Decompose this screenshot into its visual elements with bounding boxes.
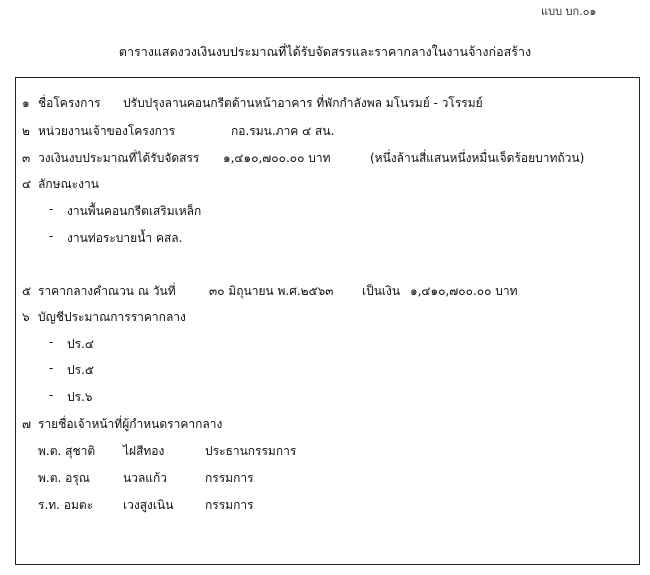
- item-1-number: ๑: [22, 96, 30, 110]
- item-3-number: ๓: [22, 151, 31, 165]
- median-price-amount: ๑,๔๑๐,๗๐๐.๐๐ บาท: [410, 284, 518, 298]
- median-price-amount-label: เป็นเงิน: [362, 284, 401, 298]
- budget-value: ๑,๔๑๐,๗๐๐.๐๐ บาท: [223, 151, 331, 165]
- median-price-label: ราคากลางคำณวน ณ วันที่: [38, 284, 176, 298]
- accounts-bullet: -: [49, 388, 54, 402]
- member-role: กรรมการ: [205, 471, 254, 485]
- accounts-label: บัญชีประมาณการราคากลาง: [38, 310, 186, 324]
- agency-value: กอ.รมน.ภาค ๔ สน.: [231, 124, 335, 138]
- budget-words: (หนึ่งล้านสี่แสนหนึ่งหมื่นเจ็ดร้อยบาทถ้วน): [370, 151, 585, 165]
- accounts-bullet: -: [49, 335, 54, 349]
- form-code: แบบ บก.๐๑: [541, 5, 597, 18]
- item-7-number: ๗: [22, 417, 32, 431]
- member-role: กรรมการ: [205, 498, 254, 512]
- nature-label: ลักษณะงาน: [38, 177, 99, 191]
- account-item: ปร.๕: [67, 363, 94, 377]
- item-2-number: ๒: [22, 124, 30, 138]
- member-first-name: พ.ต. อรุณ: [38, 471, 90, 485]
- document-title: ตารางแสดงวงเงินงบประมาณที่ได้รับจัดสรรและราคากลางในงานจ้างก่อสร้าง: [118, 44, 532, 59]
- member-first-name: ร.ท. อมตะ: [38, 498, 94, 512]
- nature-bullet: -: [49, 229, 54, 243]
- item-4-number: ๔: [22, 177, 32, 191]
- committee-label: รายชื่อเจ้าหน้าที่ผู้กำหนดราคากลาง: [38, 417, 223, 431]
- member-last-name: ไฝสีทอง: [123, 444, 165, 458]
- member-role: ประธานกรรมการ: [205, 444, 297, 458]
- item-5-number: ๕: [22, 284, 32, 298]
- nature-item: งานท่อระบายน้ำ คสล.: [67, 231, 183, 245]
- nature-bullet: -: [49, 202, 54, 216]
- item-6-number: ๖: [22, 310, 30, 324]
- median-price-date: ๓๐ มิถุนายน พ.ศ.๒๕๖๓: [209, 284, 334, 298]
- budget-label: วงเงินงบประมาณที่ได้รับจัดสรร: [38, 151, 200, 165]
- account-item: ปร.๖: [67, 390, 93, 404]
- accounts-bullet: -: [49, 361, 54, 375]
- project-value: ปรับปรุงลานคอนกรีตด้านหน้าอาคาร ที่พักกำลังพล มโนรมย์ - วโรรมย์: [123, 96, 483, 110]
- project-label: ชื่อโครงการ: [38, 96, 101, 110]
- member-first-name: พ.ต. สุชาติ: [38, 444, 96, 458]
- account-item: ปร.๔: [67, 337, 94, 351]
- document-box: [15, 77, 640, 565]
- nature-item: งานพื้นคอนกรีตเสริมเหล็ก: [67, 204, 202, 218]
- agency-label: หน่วยงานเจ้าของโครงการ: [38, 124, 176, 138]
- member-last-name: เวงสูงเนิน: [123, 498, 174, 512]
- member-last-name: นวลแก้ว: [123, 471, 168, 485]
